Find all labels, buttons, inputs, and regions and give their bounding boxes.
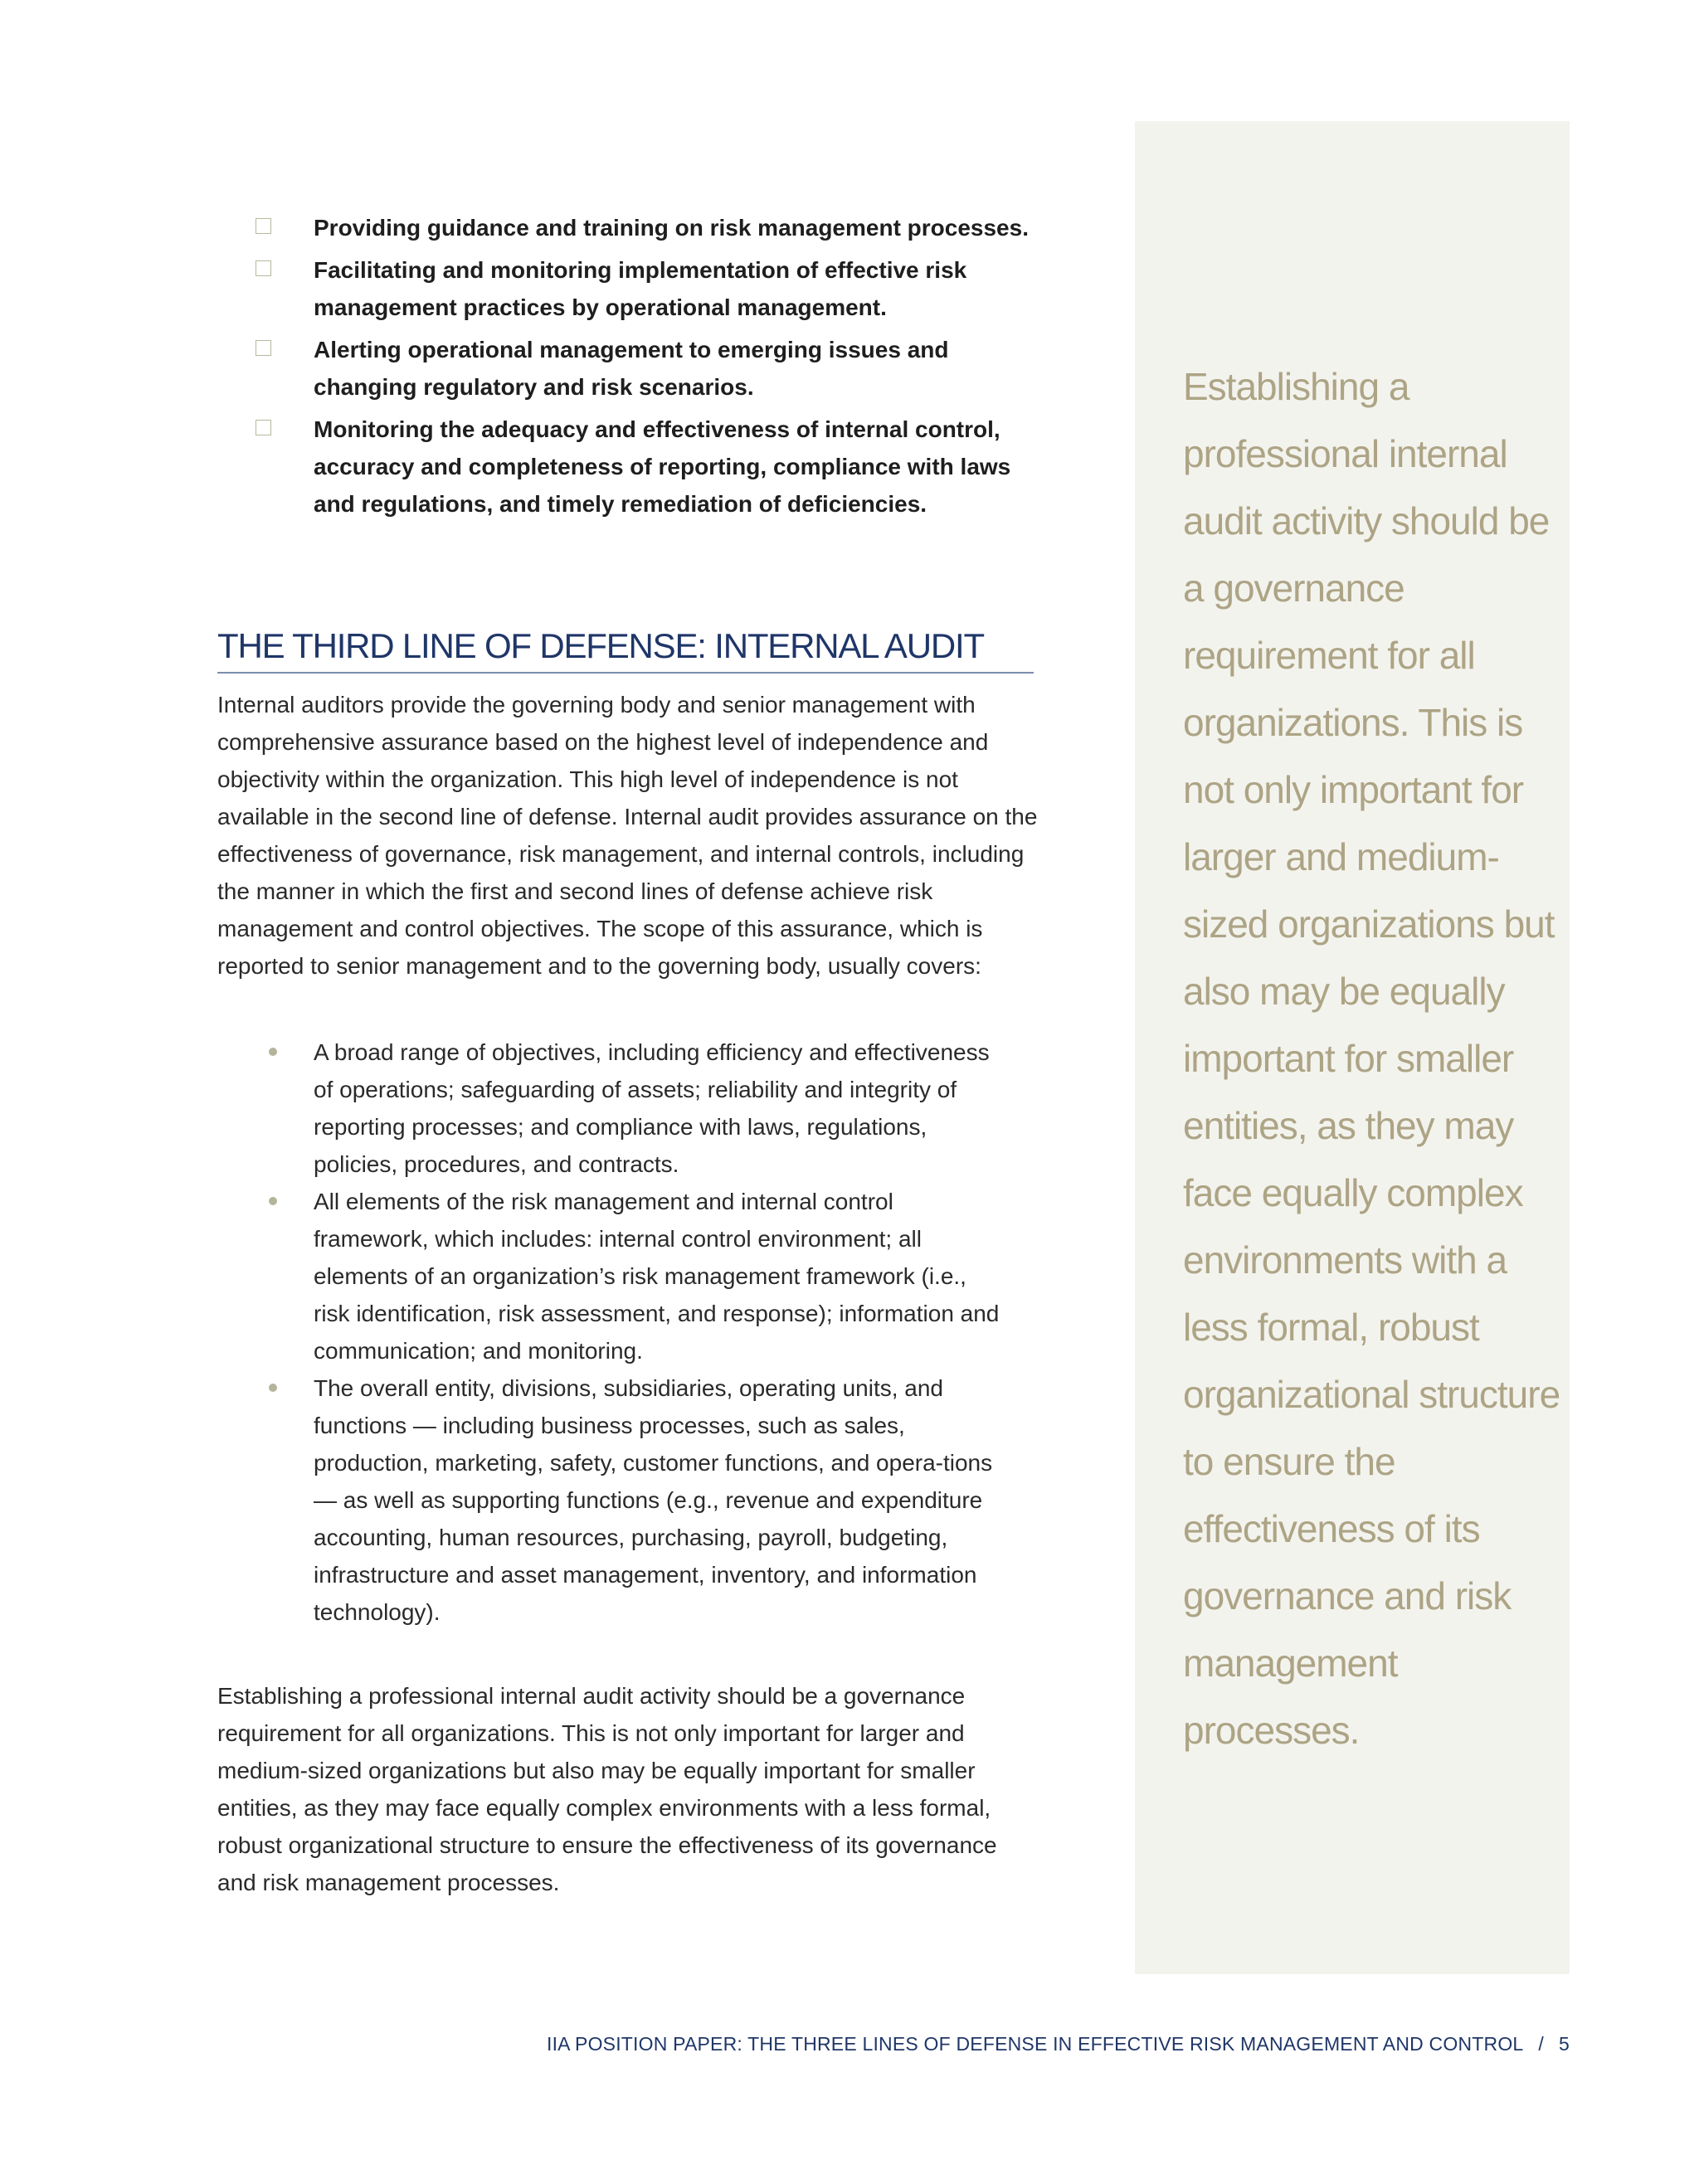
page-number: 5: [1559, 2033, 1570, 2055]
checklist-item: [254, 209, 1034, 246]
list-item: [254, 1369, 1000, 1631]
checklist-item-text: Alerting operational management to emerging issues and changing regulatory and risk scenarios.: [314, 337, 949, 400]
checklist-item-text: Monitoring the adequacy and effectiveness of internal control, accuracy and completeness of reporting, compliance with laws and regulations, and timely remediation of deficiencies.: [314, 416, 1011, 517]
checklist: [254, 209, 1034, 528]
footer-separator: /: [1538, 2033, 1544, 2055]
checklist-item: [254, 411, 1034, 523]
pull-quote: Establishing a professional internal audit activity should be a governance requirement for all organizations. This is not only important for larger and medium-sized organizations but also may be equally important for smaller entities, as they may face equally complex environments with a less formal, robust organizational structure to ensure the effectiveness of its governance and risk management processes.: [1183, 365, 1560, 1752]
section-title: THE THIRD LINE OF DEFENSE: INTERNAL AUDIT: [217, 624, 1034, 674]
checkbox-icon: [256, 260, 271, 276]
checkbox-icon: [256, 218, 271, 234]
pull-quote-sidebar: [1135, 121, 1570, 1974]
list-item: [254, 1034, 1000, 1183]
list-item-text: All elements of the risk management and internal control framework, which includes: internal control environment; all elements of an organization’s risk management framework (i.e., risk identification, risk assessment, and response); information and communication; and monitoring.: [314, 1189, 1000, 1364]
bullet-icon: [269, 1384, 277, 1392]
bullet-icon: [269, 1048, 277, 1056]
list-item-text: A broad range of objectives, including efficiency and effectiveness of operations; safeguarding of assets; reliability and integrity of reporting processes; and compliance with laws, regulations, policies, procedures, and contracts.: [314, 1039, 990, 1177]
page-footer: [547, 2033, 1570, 2055]
checkbox-icon: [256, 420, 271, 435]
checkbox-icon: [256, 340, 271, 356]
closing-paragraph: Establishing a professional internal audit activity should be a governance requirement for all organizations. This is not only important for larger and medium-sized organizations but also may be equally important for smaller entities, as they may face equally complex environments with a less formal, robust organizational structure to ensure the effectiveness of its governance and risk management processes.: [217, 1683, 997, 1895]
intro-paragraph: Internal auditors provide the governing body and senior management with comprehensive assurance based on the highest level of independence and objectivity within the organization. This high level of independence is not available in the second line of defense. Internal audit provides assurance on the effectiveness of governance, risk management, and internal controls, including the manner in which the first and second lines of defense achieve risk management and control objectives. The scope of this assurance, which is reported to senior management and to the governing body, usually covers:: [217, 692, 1038, 979]
scope-list: [254, 1034, 1000, 1631]
checklist-item-text: Facilitating and monitoring implementation of effective risk management practices by operational management.: [314, 257, 967, 320]
bullet-icon: [269, 1197, 277, 1205]
list-item-text: The overall entity, divisions, subsidiaries, operating units, and functions — including business processes, such as sales, production, marketing, safety, customer functions, and opera-tions — as well as supporting functions (e.g., revenue and expenditure accounting, human resources, purchasing, payroll, budgeting, infrastructure and asset management, inventory, and information technology).: [314, 1375, 993, 1625]
list-item: [254, 1183, 1000, 1369]
checklist-item-text: Providing guidance and training on risk management processes.: [314, 215, 1029, 241]
footer-title: IIA POSITION PAPER: THE THREE LINES OF DEFENSE IN EFFECTIVE RISK MANAGEMENT AND CONTROL: [547, 2033, 1524, 2055]
checklist-item: [254, 331, 1034, 406]
checklist-item: [254, 251, 1034, 326]
